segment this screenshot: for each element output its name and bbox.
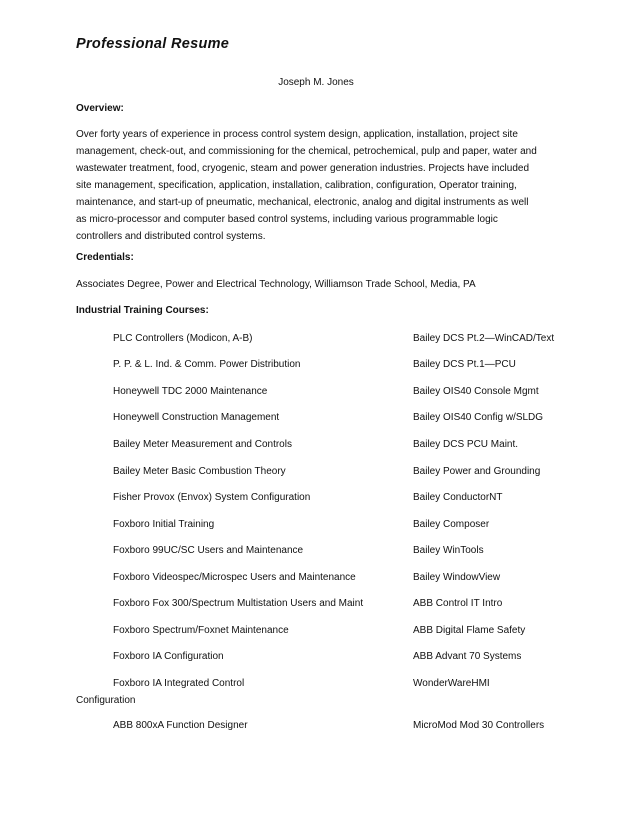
- course-left: Fisher Provox (Envox) System Configuration: [113, 492, 311, 503]
- course-left: P. P. & L. Ind. & Comm. Power Distribution: [113, 359, 301, 370]
- course-left: Honeywell Construction Management: [113, 412, 280, 423]
- course-left-continuation: Configuration: [76, 695, 136, 706]
- course-left: Foxboro 99UC/SC Users and Maintenance: [113, 545, 304, 556]
- course-right: ABB Control IT Intro: [413, 598, 503, 609]
- course-right: Bailey DCS PCU Maint.: [413, 439, 519, 450]
- candidate-name-text: Joseph M. Jones: [278, 77, 354, 88]
- course-right: WonderWareHMI: [413, 678, 490, 689]
- course-right: Bailey WinTools: [413, 545, 484, 556]
- candidate-name: [0, 77, 638, 88]
- overview-line: Over forty years of experience in process control system design, application, installation, project site: [76, 129, 518, 140]
- credentials-text: Associates Degree, Power and Electrical Technology, Williamson Trade School, Media, PA: [76, 279, 476, 290]
- overview-line: site management, specification, application, installation, calibration, configuration, Operator training,: [76, 180, 517, 191]
- course-right: Bailey Power and Grounding: [413, 466, 541, 477]
- overview-line: management, check-out, and commissioning for the chemical, petrochemical, pulp and paper, water and: [76, 146, 537, 157]
- course-right: Bailey DCS Pt.1—PCU: [413, 359, 516, 370]
- course-right: ABB Digital Flame Safety: [413, 625, 526, 636]
- document-title: Professional Resume: [76, 36, 230, 52]
- course-right: Bailey ConductorNT: [413, 492, 503, 503]
- course-right: Bailey OIS40 Config w/SLDG: [413, 412, 544, 423]
- course-left: Foxboro Spectrum/Foxnet Maintenance: [113, 625, 289, 636]
- overview-paragraph: [76, 126, 576, 245]
- training-heading: Industrial Training Courses:: [76, 305, 209, 316]
- overview-line: as micro-processor and computer based control systems, including various programmable logic: [76, 214, 498, 225]
- course-right: Bailey Composer: [413, 519, 490, 530]
- course-right: ABB Advant 70 Systems: [413, 651, 522, 662]
- course-left: Foxboro Fox 300/Spectrum Multistation Users and Maint: [113, 598, 364, 609]
- course-left: ABB 800xA Function Designer: [113, 720, 248, 731]
- overview-line: controllers and distributed control systems.: [76, 231, 266, 242]
- overview-line: maintenance, and start-up of pneumatic, mechanical, electronic, analog and digital instruments as well: [76, 197, 529, 208]
- course-left: Honeywell TDC 2000 Maintenance: [113, 386, 268, 397]
- course-left: Foxboro Initial Training: [113, 519, 215, 530]
- course-right: Bailey DCS Pt.2—WinCAD/Text: [413, 333, 555, 344]
- course-left: PLC Controllers (Modicon, A-B): [113, 333, 253, 344]
- course-left: Foxboro IA Configuration: [113, 651, 224, 662]
- course-right: MicroMod Mod 30 Controllers: [413, 720, 545, 731]
- course-left: Foxboro Videospec/Microspec Users and Maintenance: [113, 572, 356, 583]
- overview-heading: Overview:: [76, 103, 124, 114]
- course-left: Foxboro IA Integrated Control: [113, 678, 245, 689]
- credentials-heading: Credentials:: [76, 252, 134, 263]
- course-right: Bailey WindowView: [413, 572, 501, 583]
- course-right: Bailey OIS40 Console Mgmt: [413, 386, 539, 397]
- course-left: Bailey Meter Measurement and Controls: [113, 439, 292, 450]
- course-left: Bailey Meter Basic Combustion Theory: [113, 466, 286, 477]
- overview-line: wastewater treatment, food, cryogenic, steam and power generation industries. Projects have included: [76, 163, 530, 174]
